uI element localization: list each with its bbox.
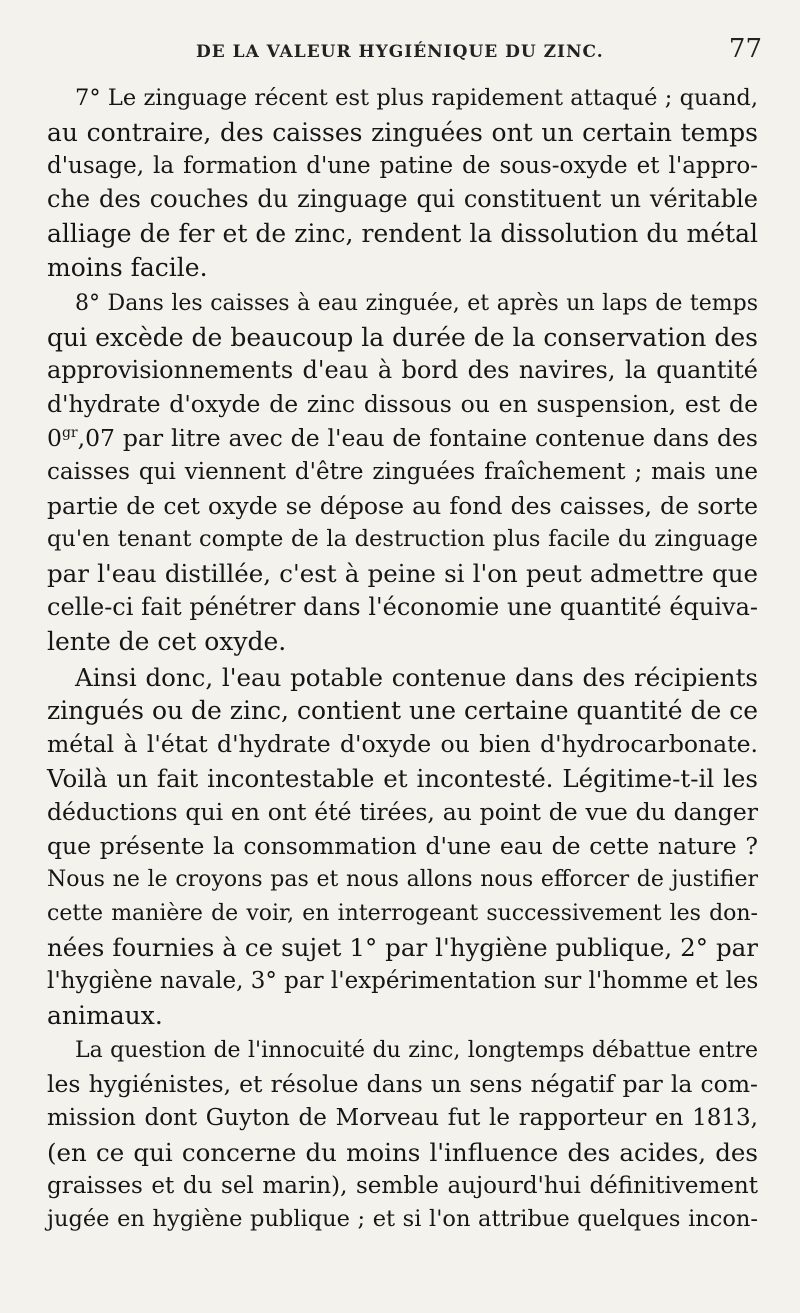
text-line: moins facile. — [47, 252, 208, 282]
text-line: Nous ne le croyons pas et nous allons nous efforcer de justifier — [47, 867, 758, 893]
text-line: que présente la consommation d'une eau de cette nature ? — [47, 831, 758, 860]
text-line: partie de cet oxyde se dépose au fond des caisses, de sorte — [47, 491, 758, 520]
text-line: l'hygiène navale, 3° par l'expérimentation sur l'homme et les — [47, 967, 759, 994]
paragraph-ainsi-donc — [47, 661, 758, 1033]
text-line: déductions qui en ont été tirées, au point de vue du danger — [47, 797, 758, 826]
text-line: d'hydrate d'oxyde de zinc dissous ou en suspension, est de — [47, 390, 758, 419]
text-line: celle-ci fait pénétrer dans l'économie une quantité équiva- — [47, 592, 758, 621]
page-body — [47, 82, 758, 1239]
text-line: Voilà un fait incontestable et incontesté. Légitime-t-il les — [47, 763, 758, 793]
text-line: qui excède de beaucoup la durée de la conservation des — [47, 322, 758, 352]
text-line: caisses qui viennent d'être zinguées fraîchement ; mais une — [47, 458, 758, 485]
text-line: d'usage, la formation d'une patine de sous-oxyde et l'appro- — [47, 152, 758, 179]
text-line: che des couches du zinguage qui constituent un véritable — [47, 185, 758, 214]
text-line: alliage de fer et de zinc, rendent la dissolution du métal — [47, 219, 758, 249]
text-line: animaux. — [47, 1000, 163, 1030]
running-head: DE LA VALEUR HYGIÉNIQUE DU ZINC. — [196, 42, 604, 62]
paragraph-8 — [47, 287, 758, 659]
page-number: 77 — [728, 34, 762, 64]
text-line: 7° Le zinguage récent est plus rapidement attaqué ; quand, — [75, 85, 758, 111]
text-line: métal à l'état d'hydrate d'oxyde ou bien d'hydrocarbonate. — [47, 730, 758, 759]
text-line: $0^{gr},07$ par litre avec de l'eau de fontaine contenue dans des — [47, 423, 758, 452]
paragraph-innocuite — [47, 1034, 758, 1237]
page-header — [0, 34, 800, 74]
text-line: approvisionnements d'eau à bord des navires, la quantité — [47, 356, 758, 385]
text-line: Ainsi donc, l'eau potable contenue dans des récipients — [75, 662, 758, 692]
text-line: les hygiénistes, et résolue dans un sens négatif par la com- — [47, 1070, 758, 1099]
text-line: zingués ou de zinc, contient une certaine quantité de ce — [47, 696, 758, 726]
text-line: mission dont Guyton de Morveau fut le rapporteur en 1813, — [47, 1104, 758, 1131]
text-line: qu'en tenant compte de la destruction plus facile du zinguage — [47, 526, 758, 553]
text-line: par l'eau distillée, c'est à peine si l'on peut admettre que — [47, 559, 758, 589]
text-line: lente de cet oxyde. — [47, 626, 287, 656]
text-line: 8° Dans les caisses à eau zinguée, et après un laps de temps — [75, 290, 758, 316]
text-line: La question de l'innocuité du zinc, longtemps débattue entre — [75, 1038, 758, 1064]
text-line: cette manière de voir, en interrogeant successivement les don- — [47, 901, 758, 927]
text-line: nées fournies à ce sujet 1° par l'hygiène publique, 2° par — [47, 932, 758, 962]
text-line: (en ce qui concerne du moins l'influence des acides, des — [47, 1137, 758, 1167]
text-line: jugée en hygiène publique ; et si l'on attribue quelques incon- — [47, 1206, 758, 1233]
paragraph-7 — [47, 82, 758, 285]
text-line: graisses et du sel marin), semble aujourd'hui définitivement — [47, 1172, 758, 1199]
text-line: au contraire, des caisses zinguées ont un certain temps — [47, 117, 758, 147]
